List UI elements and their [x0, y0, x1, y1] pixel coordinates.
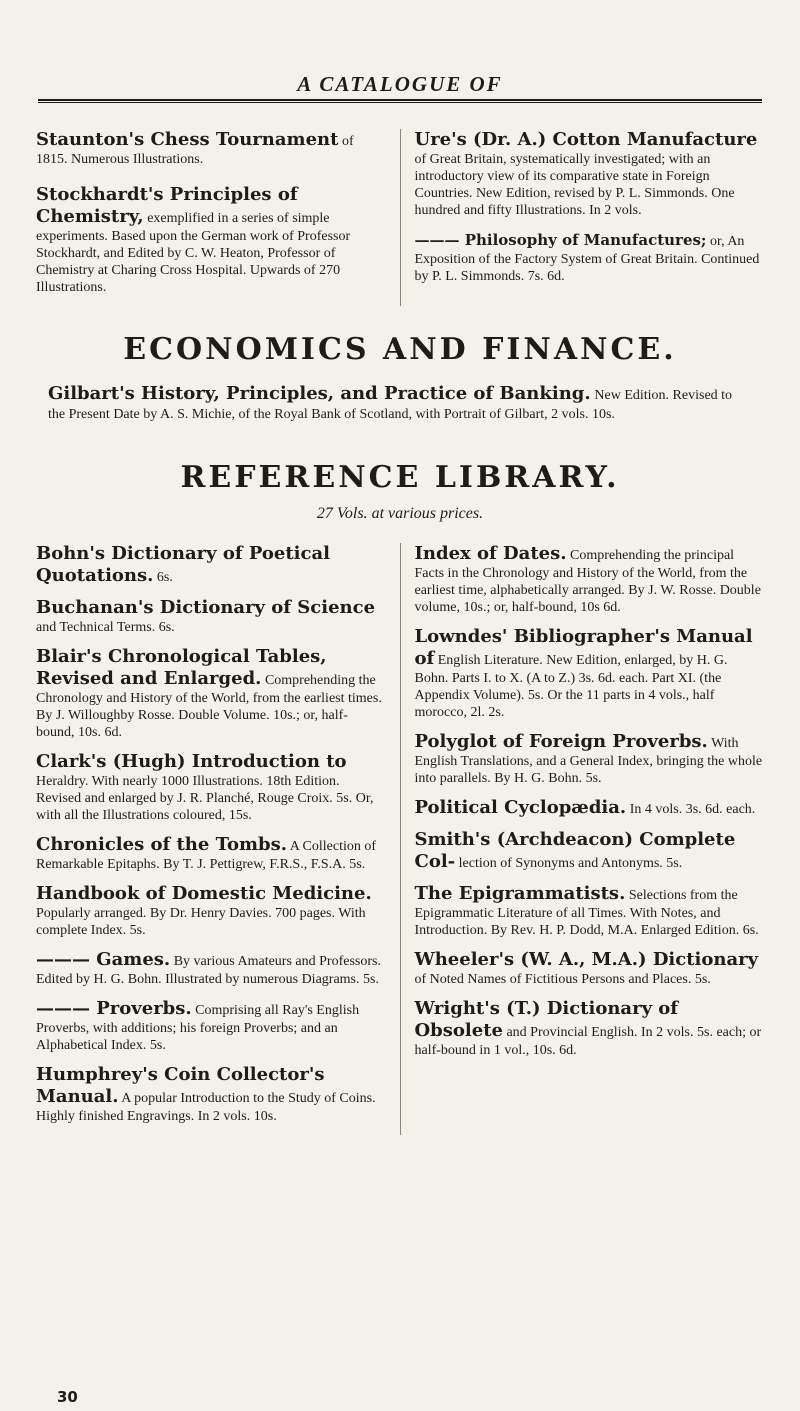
entry-title: Clark's (Hugh) Introduction to [36, 751, 347, 772]
entry-title: Chronicles of the Tombs. [36, 834, 287, 855]
entry-title: ——— Proverbs. [36, 998, 192, 1019]
entry-body: exemplified in a series of simple experiments. Based upon the German work of Professor Stockhardt, and Edited by C. W. Heaton, Professor of Chemistry at Charing Cross Hospital. Upwards of 270 Illustrations. [36, 211, 351, 295]
entry-title: Blair's Chronological Tables, Revised and Enlarged. [36, 646, 327, 689]
entry-body: Comprehending the Chronology and History of the World, from the earliest times. By J. Willoughby Rosse. Double Volume. 10s.; or, half-bound, 10s. 6d. [36, 673, 382, 740]
entry-title: Ure's (Dr. A.) Cotton Manufacture [414, 129, 758, 150]
entry-title: Political Cyclopædia. [414, 797, 627, 818]
entry-body: of Noted Names of Fictitious Persons and Places. 5s. [414, 972, 711, 987]
entry-title: Smith's (Archdeacon) Complete Col- [414, 829, 736, 872]
entry-title: Buchanan's Dictionary of Science [36, 597, 376, 618]
entry-body: Comprising all Ray's English Proverbs, with additions; his foreign Proverbs; and an Alphabetical Index. 5s. [36, 1003, 360, 1053]
entry-body: By various Amateurs and Professors. Edited by H. G. Bohn. Illustrated by numerous Diagrams. 5s. [36, 954, 381, 987]
entry-body: of Great Britain, systematically investigated; with an introductory view of its comparative state in Foreign Countries. New Edition, revised by P. L. Simmonds. One hundred and fifty Illustrations. In 2 vols. [414, 152, 735, 218]
entry-games [36, 949, 386, 988]
entry-body: English Literature. New Edition, enlarged, by H. G. Bohn. Parts I. to X. (A to Z.) 3s. 6d. each. Part XI. (the Appendix Volume). 5s. Or the 11 parts in 4 vols., half morocco, 2l. 2s. [414, 653, 728, 720]
entry-body: In 4 vols. 3s. 6d. each. [629, 802, 756, 817]
entry-body: of 1815. Numerous Illustrations. [36, 134, 354, 167]
reference-right-column [400, 543, 765, 1135]
running-title: A CATALOGUE OF [297, 72, 503, 96]
entry-epigrammatists [415, 883, 765, 939]
reference-caption: 27 Vols. at various prices. [316, 505, 484, 522]
economics-heading: ECONOMICS AND FINANCE. [123, 332, 677, 367]
entry-political-cyclopaedia [415, 797, 765, 819]
entry-title: ——— Philosophy of Manufactures; [414, 231, 707, 249]
top-right-column [400, 129, 765, 306]
entry-buchanan [36, 597, 386, 636]
entry-title: Index of Dates. [414, 543, 567, 564]
entry-title: Wright's (T.) Dictionary of Obsolete [414, 998, 679, 1041]
entry-title: Polyglot of Foreign Proverbs. [414, 731, 708, 752]
entry-title: ——— Games. [36, 949, 171, 970]
entry-body: Popularly arranged. By Dr. Henry Davies. 700 pages. With complete Index. 5s. [36, 906, 366, 938]
entry-blair [36, 646, 386, 741]
entry-bohn-quotations [36, 543, 386, 587]
entry-humphrey [36, 1064, 386, 1125]
entry-body: 6s. [156, 570, 173, 585]
entry-ure-cotton [415, 129, 765, 219]
entry-index-dates [415, 543, 765, 616]
entry-proverbs [36, 998, 386, 1054]
entry-body: A Collection of Remarkable Epitaphs. By T. J. Pettigrew, F.R.S., F.S.A. 5s. [36, 839, 377, 872]
entry-staunton [36, 129, 386, 168]
entry-polyglot [415, 731, 765, 787]
entry-wheeler [415, 949, 765, 988]
page-header [0, 72, 800, 103]
entry-clark [36, 751, 386, 824]
page-number: 30 [57, 1388, 78, 1406]
entry-body: With English Translations, and a General Index, bringing the whole into parallels. By H. G. Bohn. 5s. [414, 736, 763, 786]
entry-title: Wheeler's (W. A., M.A.) Dictionary [414, 949, 759, 970]
reference-left-column [36, 543, 400, 1135]
entry-body: or, An Exposition of the Factory System of Great Britain. Continued by P. L. Simmonds. 7s. 6d. [414, 234, 760, 284]
top-columns [0, 129, 800, 306]
entry-title: Humphrey's Coin Collector's Manual. [36, 1064, 325, 1107]
entry-lowndes [415, 626, 765, 721]
entry-chronicles-tombs [36, 834, 386, 873]
entry-gilbart [0, 383, 800, 424]
entry-stockhardt [36, 184, 386, 296]
entry-title: Lowndes' Bibliographer's Manual of [414, 626, 753, 669]
entry-wright [415, 998, 765, 1059]
header-rule [38, 99, 762, 103]
entry-title: The Epigrammatists. [414, 883, 626, 904]
entry-title: Handbook of Domestic Medicine. [36, 883, 372, 904]
entry-title: Gilbart's History, Principles, and Practice of Banking. [48, 383, 591, 404]
entry-ure-philosophy [415, 229, 765, 285]
entry-body: lection of Synonyms and Antonyms. 5s. [458, 856, 683, 871]
entry-smith-synonyms [415, 829, 765, 873]
entry-body: and Technical Terms. 6s. [36, 620, 175, 635]
entry-body: New Edition. Revised to the Present Date by A. S. Michie, of the Royal Bank of Scotland, with Portrait of Gilbart, 2 vols. 10s. [48, 388, 733, 422]
reference-columns [0, 543, 800, 1135]
entry-domestic-medicine [36, 883, 386, 939]
entry-body: Selections from the Epigrammatic Literature of all Times. With Notes, and Introduction. By Rev. H. P. Dodd, M.A. Enlarged Edition. 6s. [414, 888, 759, 938]
entry-title: Staunton's Chess Tournament [36, 129, 339, 150]
reference-heading: REFERENCE LIBRARY. [180, 460, 620, 495]
top-left-column [36, 129, 400, 306]
entry-body: Comprehending the principal Facts in the Chronology and History of the World, from the earliest time, alphabetically arranged. By J. W. Rosse. Double volume, 10s.; or, half-bound, 10s 6d. [414, 548, 761, 615]
entry-body: A popular Introduction to the Study of Coins. Highly finished Engravings. In 2 vols. 10s. [36, 1091, 376, 1124]
entry-title: Stockhardt's Principles of Chemistry, [36, 184, 298, 227]
entry-body: and Provincial English. In 2 vols. 5s. each; or half-bound in 1 vol., 10s. 6d. [414, 1025, 762, 1058]
entry-title: Bohn's Dictionary of Poetical Quotations. [36, 543, 330, 586]
entry-body: Heraldry. With nearly 1000 Illustrations. 18th Edition. Revised and enlarged by J. R. Planché, Rouge Croix. 5s. Or, with all the Illustrations coloured, 15s. [36, 774, 374, 823]
